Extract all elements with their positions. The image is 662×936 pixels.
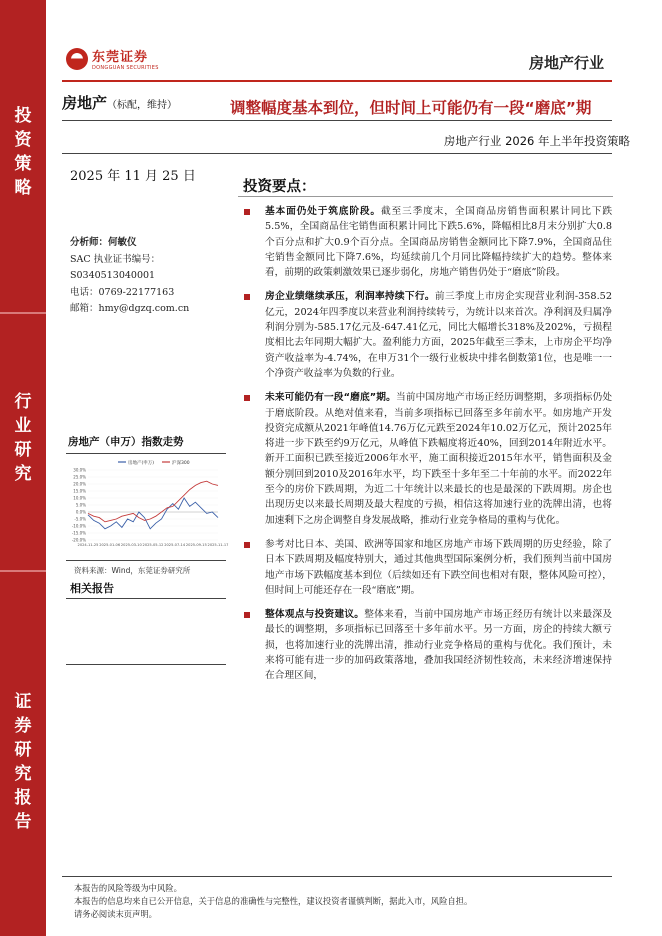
series-line [88, 481, 218, 522]
bullet-square-icon [244, 612, 250, 618]
related-rule [66, 598, 226, 599]
key-point-text: 参考对比日本、美国、欧洲等国家和地区房地产市场下跌周期的历史经验，除了日本下跌周期及幅度特别大，通过其他典型国际案例分析，我们预判当前中国房地产市场下跌幅度基本到位（后续如还有下跌空间也相对有限，整体风险可控），但时间上可能还存在一段“磨底”期。 [265, 538, 612, 596]
logo-name-cn: 东莞证券 [92, 50, 149, 65]
sidebar-divider [0, 570, 46, 572]
key-point-item [243, 537, 612, 598]
bullet-square-icon [244, 209, 250, 215]
sac-label: SAC 执业证书编号： [70, 253, 161, 265]
analyst-name: 分析师：何敏仪 [70, 237, 137, 248]
key-point-item [243, 204, 612, 280]
key-point-text: 整体来看，当前中国房地产市场正经历有统计以来最深及最长的调整期，多项指标已回落至十多年前水平。另一方面，房企的持续大额亏损，也将加速行业的洗牌出清，推动行业竞争格局的重构与优化。我们预计，未来将可能有进一步的加码政策落地，叠加我国经济韧性较高，未来经济增速保持在合理区间， [265, 609, 613, 682]
x-tick-label: 2025-05-12 [142, 543, 164, 547]
key-point-item [243, 289, 612, 381]
related-reports-title: 相关报告 [70, 582, 114, 595]
sector-name: 房地产 [62, 94, 108, 112]
analyst-email[interactable]: 邮箱：hmy@dgzq.com.cn [70, 303, 190, 314]
key-points-title: 投资要点： [243, 179, 316, 195]
x-tick-label: 2024-11-25 [77, 543, 99, 547]
sidebar-divider [0, 312, 46, 314]
sector-rating: （标配，维持） [107, 100, 178, 111]
report-subtitle: 房地产行业 2026 年上半年投资策略 [443, 134, 630, 148]
legend-label: 房地产(申万) [128, 461, 155, 466]
y-tick-label: -20.0% [71, 537, 86, 543]
y-tick-label: -15.0% [71, 530, 86, 536]
chart-rule [66, 453, 226, 454]
key-point-text: 当前中国房地产市场正经历调整期，多项指标仍处于磨底阶段。从绝对值来看，当前多项指标已回落至多年前水平。如房地产开发投资完成额从2021年峰值14.76万亿元跌至2024年10.02万亿元，预计2025年将进一步下跌至约9万亿元，从峰值下跌幅度将近40%，回到2014年附近水平。新开工面积已跌至接近2006年水平，施工面积接近2015年水平，销售面积及金额分别回到2010及2016年水平，均下跌至十多年至二十年前的水平。而2022年至今的房价下跌周期，为近二十年统计以来最长的也是最深的下跌周期。房企也出现历史以来最长周期及最大程度的亏损，相信这将加速行业的洗牌出清，也将加速剩下之房企调整自身发展战略，推动行业竞争格局的重构与优化。 [265, 392, 613, 526]
index-chart-box [66, 434, 229, 576]
read-disclaimer-note: 请务必阅读末页声明。 [74, 909, 157, 919]
bullet-square-icon [244, 395, 250, 401]
key-point-lead: 房企业绩继续承压，利润率持续下行。 [265, 291, 435, 303]
key-point-text: 截至三季度末，全国商品房销售面积累计同比下跌5.5%，全国商品住宅销售面积累计同比下跌5.6%，降幅相比8月末分别扩大0.8个百分点和扩大0.9个百分点。全国商品房销售金额同比下降7.9%，全国商品住宅销售金额同比下降7.6%，均延续前几个月同比降幅持续扩大的趋势。整体来看，前期的政策刺激效果已逐步弱化，房地产销售仍处于“磨底”阶段。 [265, 206, 613, 279]
bullet-square-icon [244, 542, 250, 548]
chart-title: 房地产（申万）指数走势 [68, 436, 184, 448]
bullet-square-icon [244, 294, 250, 300]
left-sidebar [0, 0, 46, 936]
series-line [88, 498, 218, 529]
footer-rule [62, 876, 612, 877]
sidebar-label-industry: 行 业 研 究 [14, 392, 32, 484]
report-date: 2025 年 11 月 25 日 [70, 169, 196, 184]
key-point-lead: 未来可能仍有一段“磨底”期。 [265, 392, 396, 404]
sidebar-label-report: 证 券 研 究 报 告 [14, 692, 32, 832]
y-tick-label: 15.0% [73, 488, 86, 494]
legend-label: 沪深300 [172, 461, 190, 466]
key-point-lead: 基本面仍处于筑底阶段。 [265, 206, 381, 217]
y-tick-label: -5.0% [74, 516, 86, 522]
sac-number: S0340513040001 [70, 270, 156, 281]
sidebar-label-strategy: 投 资 策 略 [14, 106, 32, 198]
y-tick-label: 0.0% [75, 509, 86, 515]
industry-title: 房地产行业 [528, 54, 604, 72]
key-point-text: 前三季度上市房企实现营业利润-358.52亿元，2024年四季度以来营业利润持续转亏，为统计以来首次。净利润及归属净利润分别为-585.17亿元及-647.41亿元，同比大幅增长318%及202%，亏损程度相比去年同期大幅扩大。盈利能力方面，2025年截至三季末，上市房企平均净资产收益率为-4.74%，在申万31个一级行业板块中排名倒数第1位，也是唯一一个净资产收益率为负数的行业。 [265, 291, 612, 379]
subtitle-rule [62, 153, 612, 154]
header-rule [62, 80, 612, 82]
sector-label [62, 92, 177, 113]
x-tick-label: 2025-07-14 [164, 543, 186, 547]
chart-source: 资料来源：Wind，东莞证券研究所 [74, 566, 191, 575]
key-point-lead: 整体观点与投资建议。 [265, 609, 365, 621]
x-tick-label: 2025-01-06 [99, 543, 121, 547]
y-tick-label: 10.0% [73, 495, 86, 501]
report-title: 调整幅度基本到位，但时间上可能仍有一段“磨底”期 [230, 99, 592, 117]
risk-level-note: 本报告的风险等级为中风险。 [74, 883, 182, 893]
y-tick-label: -10.0% [71, 523, 86, 529]
y-tick-label: 25.0% [73, 474, 86, 480]
disclaimer-footer [74, 882, 472, 921]
key-points-rule [238, 196, 613, 197]
analyst-info [70, 235, 230, 318]
x-tick-label: 2025-11-17 [207, 543, 229, 547]
y-tick-label: 20.0% [73, 481, 86, 487]
x-tick-label: 2025-09-15 [185, 543, 207, 547]
company-logo [66, 46, 159, 71]
key-point-item [243, 607, 612, 683]
logo-name-en: DONGGUAN SECURITIES [92, 65, 159, 71]
key-points-list [243, 204, 612, 693]
index-trend-chart [66, 456, 229, 556]
info-source-note: 本报告的信息均来自已公开信息，关于信息的准确性与完整性，建议投资者谨慎判断，据此入市，风险自担。 [74, 896, 473, 906]
x-tick-label: 2025-03-10 [120, 543, 142, 547]
title-rule [62, 120, 612, 121]
key-point-item [243, 390, 612, 528]
related-rule [66, 664, 226, 665]
y-tick-label: 5.0% [75, 502, 86, 508]
chart-rule [66, 560, 226, 561]
analyst-phone: 电话：0769-22177163 [70, 286, 175, 298]
y-tick-label: 30.0% [73, 467, 86, 473]
logo-mark-icon [66, 48, 88, 70]
